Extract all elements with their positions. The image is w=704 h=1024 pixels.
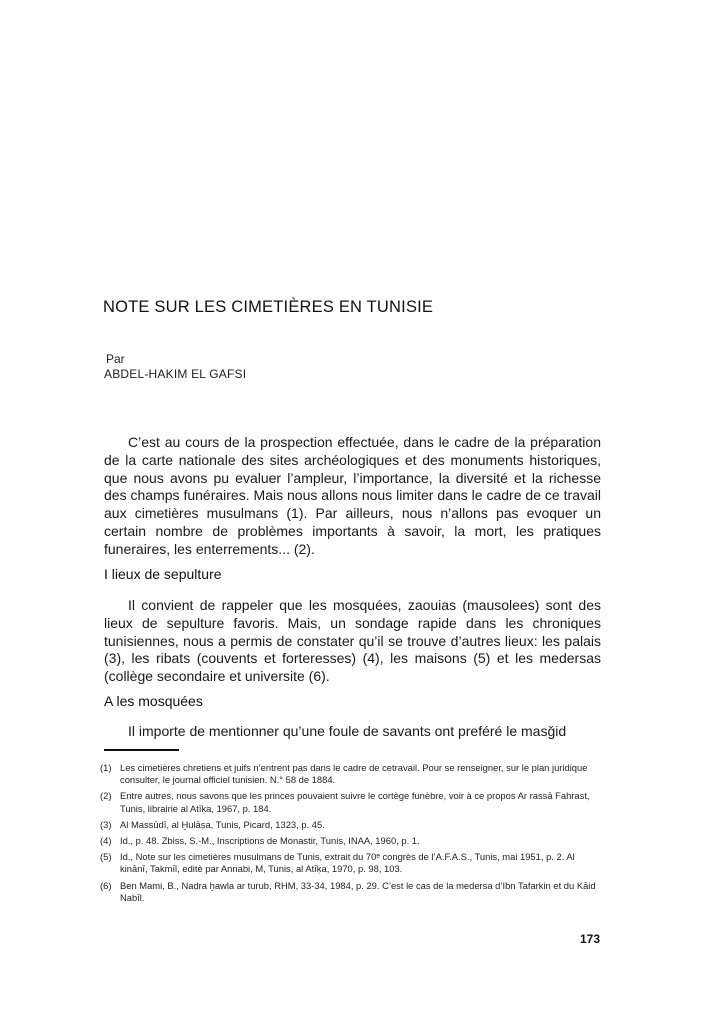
by-label: Par — [106, 352, 125, 366]
author-name: ABDEL-HAKIM EL GAFSI — [104, 367, 247, 381]
page-number: 173 — [580, 932, 601, 946]
section-heading-lieux-de-sepulture: I lieux de sepulture — [104, 566, 222, 582]
footnote-number: (5) — [100, 851, 112, 863]
body-paragraph-1: C’est au cours de la prospection effectuée, dans le cadre de la préparation de la carte nationale des sites archéologiques et des monuments historiques, que nous avons pu evaluer l’ampleur, l’importance, la diversité et la richesse des champs funéraires. Mais nous allons nous limiter dans le cadre de ce travail aux cimetières musulmans (1). Par ailleurs, nous n’allons pas evoquer un certain nombre de problèmes importants à savoir, la mort, les pratiques funeraires, les enterrements... (2). — [104, 434, 601, 557]
body-paragraph-3: Il importe de mentionner qu’une foule de savants ont preféré le masǧid — [128, 723, 567, 739]
footnote-item — [100, 880, 602, 904]
footnote-number: (3) — [100, 818, 112, 830]
footnote-text: Al Massūdī, al Ḫulāṣa, Tunis, Picard, 1323, p. 45. — [120, 818, 325, 830]
section-heading-les-mosquees: A les mosquées — [104, 693, 203, 709]
footnote-item — [100, 762, 602, 786]
footnote-item — [100, 851, 602, 875]
footnote-item — [100, 819, 602, 831]
body-paragraph-2: Il convient de rappeler que les mosquées, zaouias (mausolees) sont des lieux de sepulture favoris. Mais, un sondage rapide dans les chroniques tunisiennes, nous a permis de constater qu’il se trouve d’autres lieux: les palais (3), les ribats (couvents et forteresses) (4), les maisons (5) et les medersas (collège secondaire et universite (6). — [104, 597, 601, 685]
footnote-item — [100, 835, 602, 847]
footnote-item — [100, 790, 602, 814]
footnote-separator — [104, 749, 179, 751]
footnote-text: Les cimetières chretiens et juifs n’entrent pas dans le cadre de cetravail. Pour se renseigner, sur le plan juridique consulter, le journal officiel tunisien. N.° 58 de 1884. — [120, 762, 588, 786]
footnote-number: (4) — [100, 835, 112, 847]
footnote-text: Id., p. 48. Zbiss, S.-M., Inscriptions de Monastir, Tunis, INAA, 1960, p. 1. — [120, 835, 420, 847]
footnote-number: (2) — [100, 790, 112, 802]
footnotes-list — [100, 762, 602, 908]
footnote-number: (6) — [100, 879, 112, 891]
footnote-number: (1) — [100, 762, 112, 773]
footnote-text: Id., Note sur les cimetières musulmans de Tunis, extrait du 70ᵉ congrès de l’A.F.A.S., Tunis, mai 1951, p. 2. Al kinānī, Takmīl, editè par Annabi, M, Tunis, al Atīḳa, 1970, p. 98, 103. — [120, 851, 575, 875]
footnote-text: Ben Mami, B., Naḍra ḫawla ar turub, RHM, 33-34, 1984, p. 29. C’est le cas de la medersa d’Ibn Tafarkin et du Kāid Nabīl. — [120, 879, 596, 903]
footnote-text: Entre autres, nous savons que les princes pouvaient suivre le cortège funèbre, voir à ce propos Ar rassā Fahrast, Tunis, librairie al Atīḳa, 1967, p. 184. — [120, 790, 590, 814]
article-title: NOTE SUR LES CIMETIÈRES EN TUNISIE — [103, 298, 434, 316]
